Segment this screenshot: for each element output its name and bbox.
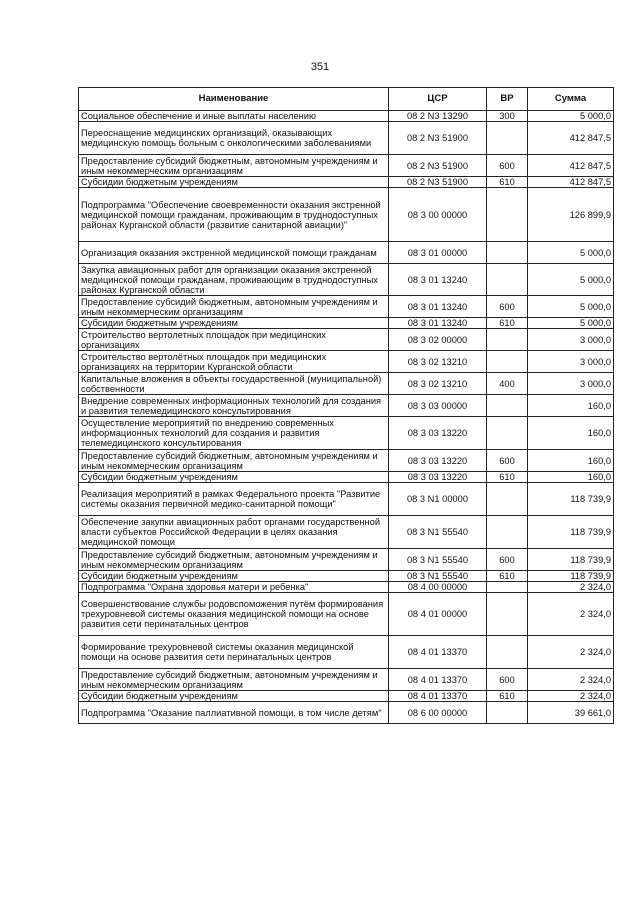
cell-csr: 08 2 N3 51900	[389, 177, 487, 188]
cell-vr	[487, 483, 528, 516]
cell-csr: 08 2 N3 13290	[389, 111, 487, 122]
table-row	[79, 351, 614, 373]
cell-csr: 08 4 01 13370	[389, 691, 487, 702]
cell-csr: 08 3 01 13240	[389, 264, 487, 296]
cell-sum: 2 324,0	[528, 669, 614, 691]
cell-name: Капитальные вложения в объекты государственной (муниципальной) собственности	[79, 373, 389, 395]
cell-name: Подпрограмма "Обеспечение своевременности оказания экстренной медицинской помощи гражданам, проживающим в труднодоступных районах Курганской области (развитие санитарной авиации)"	[79, 188, 389, 242]
cell-sum: 412 847,5	[528, 155, 614, 177]
cell-name: Строительство вертолётных площадок при медицинских организациях на территории Курганской области	[79, 351, 389, 373]
table-row	[79, 516, 614, 549]
cell-sum: 5 000,0	[528, 264, 614, 296]
cell-name: Строительство вертолетных площадок при медицинских организациях	[79, 329, 389, 351]
cell-vr	[487, 593, 528, 636]
cell-vr: 600	[487, 296, 528, 318]
cell-csr: 08 3 N1 55540	[389, 571, 487, 582]
cell-csr: 08 3 01 13240	[389, 296, 487, 318]
table-row	[79, 593, 614, 636]
table-row	[79, 177, 614, 188]
cell-sum: 160,0	[528, 450, 614, 472]
table-row	[79, 571, 614, 582]
table-row	[79, 296, 614, 318]
cell-name: Субсидии бюджетным учреждениям	[79, 472, 389, 483]
page-number: 351	[310, 61, 330, 73]
cell-csr: 08 4 01 13370	[389, 636, 487, 669]
header-csr: ЦСР	[389, 88, 487, 111]
cell-vr	[487, 122, 528, 155]
cell-vr: 600	[487, 549, 528, 571]
cell-vr	[487, 329, 528, 351]
cell-vr	[487, 395, 528, 417]
cell-vr: 610	[487, 177, 528, 188]
table-row	[79, 395, 614, 417]
cell-csr: 08 6 00 00000	[389, 702, 487, 724]
table-row	[79, 450, 614, 472]
cell-csr: 08 3 03 13220	[389, 472, 487, 483]
cell-name: Совершенствование службы родовспоможения путём формирования трехуровневой системы оказания медицинской помощи на основе развития сети перинатальных центров	[79, 593, 389, 636]
table-row	[79, 417, 614, 450]
cell-name: Организация оказания экстренной медицинской помощи гражданам	[79, 242, 389, 264]
budget-table	[78, 87, 614, 724]
table-row	[79, 318, 614, 329]
cell-name: Социальное обеспечение и иные выплаты населению	[79, 111, 389, 122]
cell-sum: 2 324,0	[528, 691, 614, 702]
cell-name: Подпрограмма "Оказание паллиативной помощи, в том числе детям"	[79, 702, 389, 724]
cell-vr: 610	[487, 691, 528, 702]
cell-vr: 600	[487, 450, 528, 472]
table-row	[79, 155, 614, 177]
cell-csr: 08 3 01 13240	[389, 318, 487, 329]
table-row	[79, 373, 614, 395]
cell-name: Предоставление субсидий бюджетным, автономным учреждениям и иным некоммерческим организациям	[79, 155, 389, 177]
cell-csr: 08 3 N1 55540	[389, 549, 487, 571]
cell-name: Субсидии бюджетным учреждениям	[79, 318, 389, 329]
cell-name: Предоставление субсидий бюджетным, автономным учреждениям и иным некоммерческим организациям	[79, 296, 389, 318]
cell-name: Закупка авиационных работ для организации оказания экстренной медицинской помощи гражданам, проживающим в труднодоступных районах Курганской области	[79, 264, 389, 296]
cell-name: Переоснащение медицинских организаций, оказывающих медицинскую помощь больным с онкологическими заболеваниями	[79, 122, 389, 155]
header-vr: ВР	[487, 88, 528, 111]
cell-csr: 08 3 N1 00000	[389, 483, 487, 516]
cell-csr: 08 3 03 13220	[389, 417, 487, 450]
cell-vr	[487, 516, 528, 549]
header-name: Наименование	[79, 88, 389, 111]
cell-sum: 5 000,0	[528, 296, 614, 318]
cell-name: Субсидии бюджетным учреждениям	[79, 691, 389, 702]
cell-sum: 5 000,0	[528, 242, 614, 264]
table-row	[79, 111, 614, 122]
cell-sum: 3 000,0	[528, 351, 614, 373]
table-body	[79, 111, 614, 724]
table-row	[79, 264, 614, 296]
cell-vr: 600	[487, 155, 528, 177]
cell-vr	[487, 242, 528, 264]
cell-sum: 160,0	[528, 417, 614, 450]
cell-sum: 3 000,0	[528, 329, 614, 351]
cell-sum: 2 324,0	[528, 593, 614, 636]
cell-csr: 08 3 02 13210	[389, 351, 487, 373]
table-row	[79, 329, 614, 351]
cell-name: Предоставление субсидий бюджетным, автономным учреждениям и иным некоммерческим организациям	[79, 549, 389, 571]
cell-sum: 118 739,9	[528, 516, 614, 549]
cell-name: Предоставление субсидий бюджетным, автономным учреждениям и иным некоммерческим организациям	[79, 450, 389, 472]
cell-csr: 08 4 01 13370	[389, 669, 487, 691]
cell-sum: 5 000,0	[528, 318, 614, 329]
cell-sum: 118 739,9	[528, 571, 614, 582]
cell-sum: 160,0	[528, 472, 614, 483]
cell-sum: 39 661,0	[528, 702, 614, 724]
cell-vr: 400	[487, 373, 528, 395]
table-row	[79, 549, 614, 571]
cell-vr: 300	[487, 111, 528, 122]
header-sum: Сумма	[528, 88, 614, 111]
cell-sum: 2 324,0	[528, 636, 614, 669]
cell-vr: 610	[487, 571, 528, 582]
table-row	[79, 669, 614, 691]
cell-vr: 610	[487, 318, 528, 329]
table-row	[79, 582, 614, 593]
table-row	[79, 702, 614, 724]
cell-vr	[487, 417, 528, 450]
cell-name: Субсидии бюджетным учреждениям	[79, 571, 389, 582]
cell-sum: 126 899,9	[528, 188, 614, 242]
cell-sum: 3 000,0	[528, 373, 614, 395]
cell-vr	[487, 636, 528, 669]
cell-csr: 08 3 02 00000	[389, 329, 487, 351]
table-row	[79, 122, 614, 155]
cell-csr: 08 3 02 13210	[389, 373, 487, 395]
cell-sum: 118 739,9	[528, 483, 614, 516]
cell-sum: 412 847,5	[528, 177, 614, 188]
cell-sum: 118 739,9	[528, 549, 614, 571]
cell-csr: 08 3 03 00000	[389, 395, 487, 417]
cell-name: Предоставление субсидий бюджетным, автономным учреждениям и иным некоммерческим организациям	[79, 669, 389, 691]
table-row	[79, 691, 614, 702]
cell-name: Подпрограмма "Охрана здоровья матери и ребенка"	[79, 582, 389, 593]
cell-csr: 08 3 01 00000	[389, 242, 487, 264]
cell-name: Формирование трехуровневой системы оказания медицинской помощи на основе развития сети перинатальных центров	[79, 636, 389, 669]
cell-name: Обеспечение закупки авиационных работ органами государственной власти субъектов Российской Федерации в целях оказания медицинской помощи	[79, 516, 389, 549]
cell-vr	[487, 264, 528, 296]
cell-vr	[487, 702, 528, 724]
cell-sum: 5 000,0	[528, 111, 614, 122]
cell-name: Реализация мероприятий в рамках Федерального проекта "Развитие системы оказания первичной медико-санитарной помощи"	[79, 483, 389, 516]
cell-csr: 08 4 01 00000	[389, 593, 487, 636]
cell-csr: 08 3 N1 55540	[389, 516, 487, 549]
table-row	[79, 636, 614, 669]
table-row	[79, 242, 614, 264]
cell-name: Субсидии бюджетным учреждениям	[79, 177, 389, 188]
cell-sum: 160,0	[528, 395, 614, 417]
cell-csr: 08 3 03 13220	[389, 450, 487, 472]
cell-sum: 2 324,0	[528, 582, 614, 593]
cell-vr	[487, 351, 528, 373]
table-row	[79, 472, 614, 483]
cell-csr: 08 2 N3 51900	[389, 122, 487, 155]
table-row	[79, 188, 614, 242]
cell-vr	[487, 582, 528, 593]
cell-vr: 600	[487, 669, 528, 691]
cell-csr: 08 2 N3 51900	[389, 155, 487, 177]
cell-name: Внедрение современных информационных технологий для создания и развития телемедицинского консультирования	[79, 395, 389, 417]
cell-csr: 08 4 00 00000	[389, 582, 487, 593]
table-row	[79, 483, 614, 516]
table-header-row	[79, 88, 614, 111]
cell-vr: 610	[487, 472, 528, 483]
cell-name: Осуществление мероприятий по внедрению современных информационных технологий для создания и развития телемедицинского консультирования	[79, 417, 389, 450]
cell-csr: 08 3 00 00000	[389, 188, 487, 242]
cell-vr	[487, 188, 528, 242]
cell-sum: 412 847,5	[528, 122, 614, 155]
